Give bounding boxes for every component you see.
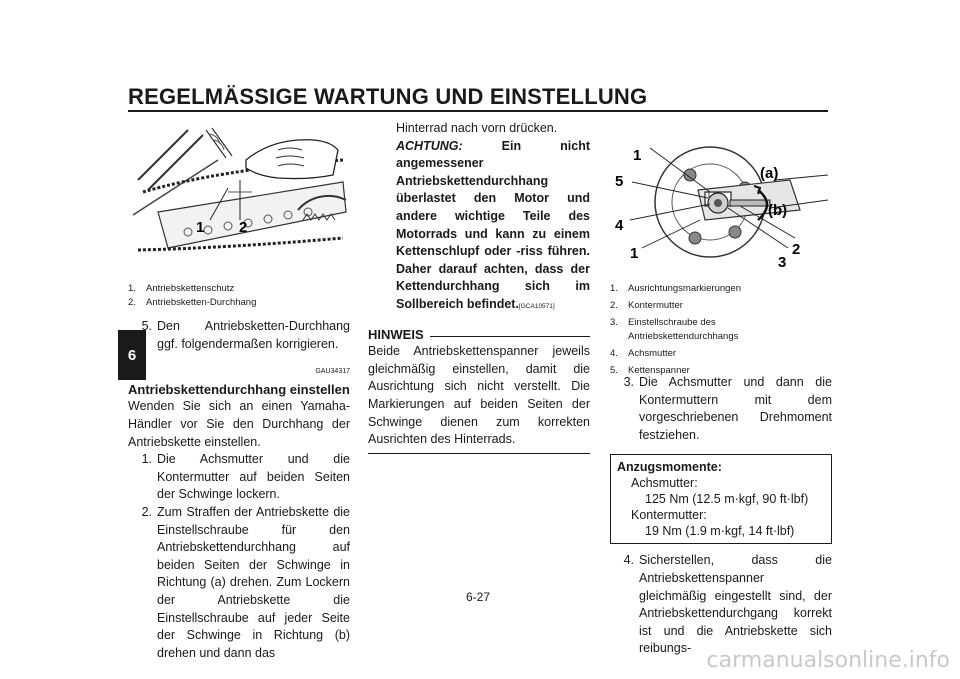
step-5: 5. Den Antriebsketten-Durchhang ggf. folgendermaßen korrigieren.: [141, 319, 350, 351]
warning-block: [368, 138, 590, 316]
figure-right-captions: [610, 282, 832, 378]
warning-code: [GCA10571]: [518, 302, 555, 310]
callout-3: 3: [778, 254, 787, 271]
callout-b: (b): [768, 202, 788, 219]
callout-a: (a): [760, 165, 779, 182]
chain-slack-illustration: [128, 120, 350, 272]
callout-1-bottom: 1: [630, 245, 639, 262]
figure-left-captions: [128, 282, 350, 310]
section-heading: Antriebskettendurchhang einstellen: [128, 381, 350, 397]
hinweis-end-rule: [368, 453, 590, 454]
callout-2: 2: [239, 219, 248, 236]
callout-1-top: 1: [633, 147, 642, 164]
column-1: [128, 318, 350, 662]
callout-5: 5: [615, 173, 624, 190]
figure-chain-adjuster: [610, 120, 830, 275]
section-code: GAU34317: [315, 368, 350, 376]
torque-lock-value: 19 Nm (1.9 m·kgf, 14 ft·lbf): [645, 524, 795, 539]
hinweis-heading: HINWEIS: [368, 326, 590, 344]
chapter-tab: 6: [118, 330, 146, 380]
step-2-continuation: Hinterrad nach vorn drücken.: [396, 121, 558, 135]
torque-title: Anzugsmomente:: [617, 460, 722, 475]
torque-axle-value: 125 Nm (12.5 m·kgf, 90 ft·lbf): [645, 492, 809, 507]
header-rule: [128, 110, 828, 112]
caption-item: 5. Kettenspanner: [610, 365, 690, 376]
page-number: 6-27: [466, 590, 491, 604]
column-2: [368, 120, 590, 454]
caption-item: 4. Achsmutter: [610, 348, 677, 359]
watermark: carmanualsonline.info: [706, 648, 950, 673]
figure-chain-slack: [128, 120, 350, 272]
torque-axle-label: Achsmutter:: [631, 476, 698, 491]
caption-item: 2. Antriebsketten-Durchhang: [128, 297, 257, 308]
page-title: REGELMÄSSIGE WARTUNG UND EINSTELLUNG: [128, 84, 648, 109]
torque-lock-label: Kontermutter:: [631, 508, 707, 523]
callout-2: 2: [792, 241, 801, 258]
step-4: 4. Sicherstellen, dass die Antriebskettenspanner gleichmäßig eingestellt sind, der Antriebskettendurchgang korrekt ist und die Antriebskette sich reibungs-: [623, 553, 832, 656]
step-1: 1. Die Achsmutter und die Kontermutter auf beiden Seiten der Schwinge lockern.: [141, 452, 350, 502]
hinweis-text: Beide Antriebskettenspanner jeweils gleichmäßig einstellen, damit die Ausrichtung sich nicht verstellt. Die Markierungen auf beiden Seiten der Schwinge dienen zum korrekten Ausrichten des Hinterrads.: [368, 344, 590, 447]
torque-spec-box: [610, 454, 832, 544]
column-3: [610, 374, 832, 658]
section-intro: Wenden Sie sich an einen Yamaha-Händler vor Sie den Durchhang der Antriebskette einstellen.: [128, 399, 350, 449]
step-2: 2. Zum Straffen der Antriebskette die Einstellschraube für den Antriebskettendurchhang auf beiden Seiten der Schwinge in Richtung (a) drehen. Zum Lockern der Antriebskette die Einstellschraube auf jeder Seite der Schwinge in Richtung (b) drehen und dann das: [141, 504, 350, 660]
caption-item: 2. Kontermutter: [610, 300, 683, 311]
caption-item: 1. Antriebskettenschutz: [128, 283, 235, 294]
warning-text: Ein nicht angemessener Antriebskettendurchhang überlastet den Motor und andere wichtige Teile des Motorrads und kann zu einem Kettenschlupf oder -riss führen. Daher darauf achten, dass der Kettendurchhang sich im Sollbereich befindet.: [396, 138, 590, 311]
callout-4: 4: [615, 217, 624, 234]
caption-item: 3. Einstellschraube des Antriebskettendurchhangs: [610, 317, 739, 342]
callout-1: 1: [196, 219, 205, 236]
chain-adjuster-illustration: [610, 120, 830, 275]
step-3: 3. Die Achsmutter und dann die Kontermuttern mit dem vorgeschriebenen Drehmoment festziehen.: [623, 375, 832, 442]
warning-label: ACHTUNG:: [396, 138, 463, 153]
caption-item: 1. Ausrichtungsmarkierungen: [610, 283, 742, 294]
